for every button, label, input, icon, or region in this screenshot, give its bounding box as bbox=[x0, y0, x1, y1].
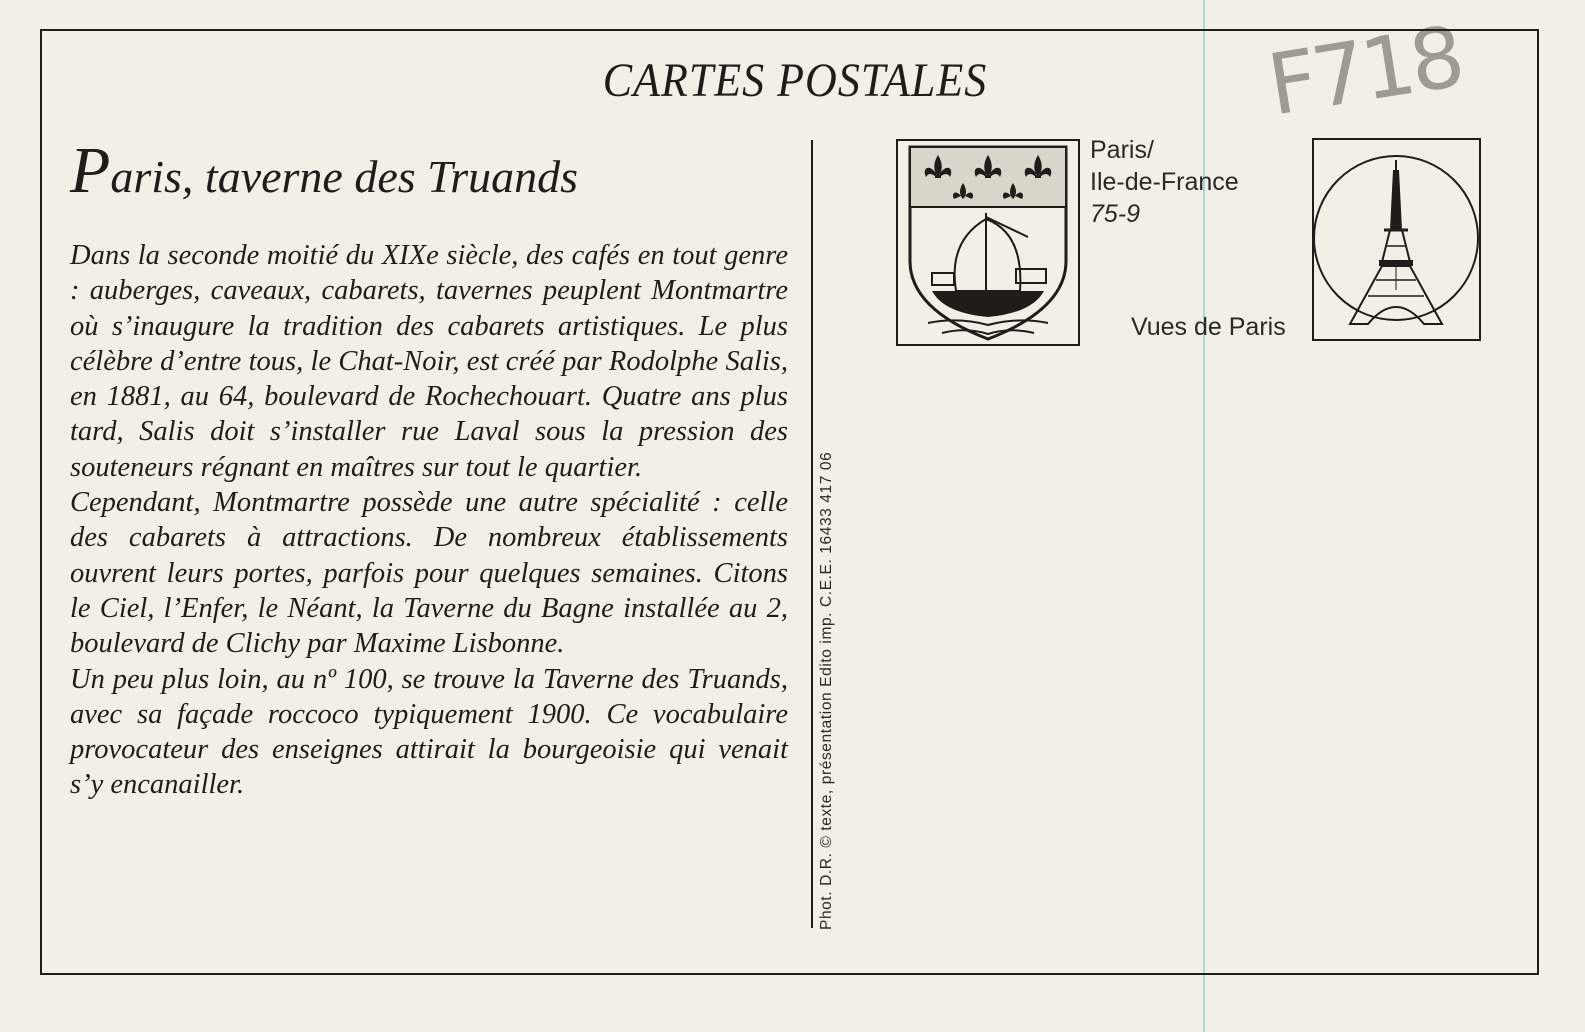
eiffel-tower-icon bbox=[1314, 140, 1479, 339]
page-header: CARTES POSTALES bbox=[602, 54, 988, 107]
description-paragraph-2: Cependant, Montmartre possède une autre spécialité : celle des cabarets à attractions. De nombreux établissements ouvrent leurs portes, parfois pour quelques semaines. Citons le Ciel, l’Enfer, le Néant, la Taverne du Bagne installée au 2, boulevard de Clichy par Maxime Lisbonne. bbox=[70, 487, 788, 660]
card-title-rest: aris, taverne des Truands bbox=[110, 151, 579, 202]
region-code: 75-9 bbox=[1090, 200, 1141, 228]
series-label: Vues de Paris bbox=[1131, 313, 1286, 341]
card-title bbox=[70, 133, 770, 209]
card-description bbox=[70, 238, 788, 803]
paris-coat-of-arms-icon bbox=[898, 141, 1078, 344]
photo-credit: Phot. D.R. © texte, présentation Edito imp. C.E.E. 16433 417 06 bbox=[818, 451, 835, 930]
handwritten-note: F718 bbox=[1261, 7, 1468, 135]
description-paragraph-1: Dans la seconde moitié du XIXe siècle, des cafés en tout genre : auberges, caveaux, cabarets, tavernes peuplent Montmartre où s’inaugure la tradition des cabarets artistiques. Le plus célèbre d’entre tous, le Chat-Noir, est créé par Rodolphe Salis, en 1881, au 64, boulevard de Rochechouart. Quatre ans plus tard, Salis doit s’installer rue Laval sous la pression des souteneurs régnant en maîtres sur tout le quartier. bbox=[70, 240, 788, 483]
card-title-initial: P bbox=[70, 134, 111, 207]
region-label bbox=[1090, 134, 1239, 230]
description-paragraph-3: Un peu plus loin, au nº 100, se trouve la Taverne des Truands, avec sa façade roccoco typiquement 1900. Ce vocabulaire provocateur des enseignes attirait la bourgeoisie qui venait s’y encanailler. bbox=[70, 663, 788, 801]
landmark-frame bbox=[1312, 138, 1481, 341]
vertical-divider bbox=[811, 140, 813, 928]
region-line-2: Ile-de-France bbox=[1090, 168, 1239, 196]
region-line-1: Paris/ bbox=[1090, 136, 1154, 164]
coat-of-arms-frame bbox=[896, 139, 1080, 346]
